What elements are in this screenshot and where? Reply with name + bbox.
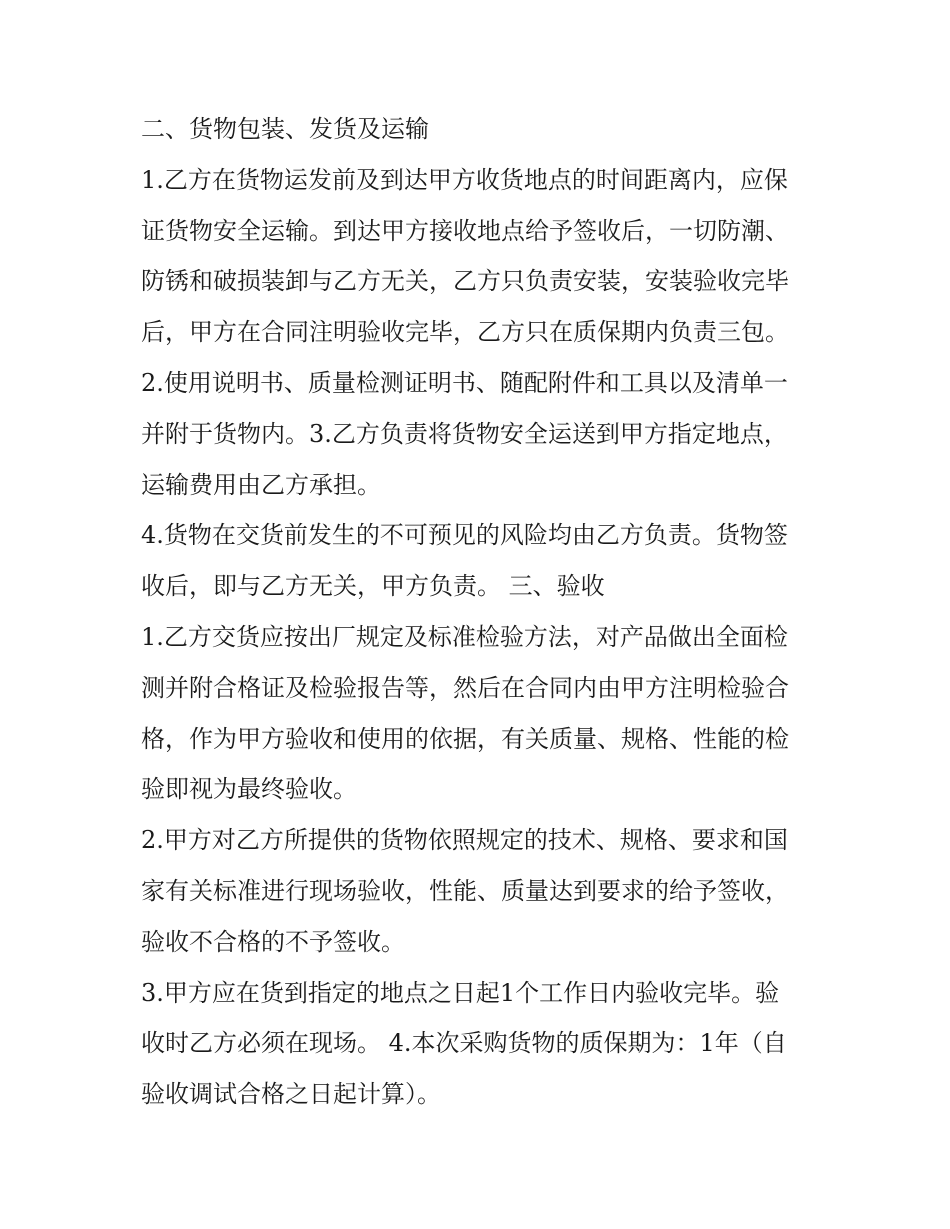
text-line: 验收调试合格之日起计算）。 [141, 1080, 441, 1109]
document-body [141, 104, 821, 1120]
text-line: 家有关标准进行现场验收，性能、质量达到要求的给予签收， [141, 876, 789, 905]
text-line: 3.甲方应在货到指定的地点之日起1个工作日内验收完毕。验 [141, 978, 780, 1007]
text-line: 4.货物在交货前发生的不可预见的风险均由乙方负责。货物签 [141, 521, 788, 550]
text-line: 1.乙方在货物运发前及到达甲方收货地点的时间距离内，应保 [141, 165, 788, 194]
section-heading-packaging: 二、货物包装、发货及运输 [141, 115, 429, 143]
text-line: 并附于货物内。3.乙方负责将货物安全运送到甲方指定地点， [141, 419, 788, 448]
text-line: 验收不合格的不予签收。 [141, 927, 405, 956]
text-line: 收后，即与乙方无关，甲方负责。 三、验收 [141, 572, 605, 601]
text-line: 1.乙方交货应按出厂规定及标准检验方法，对产品做出全面检 [141, 622, 788, 651]
text-line: 2.使用说明书、质量检测证明书、随配附件和工具以及清单一 [141, 368, 788, 397]
text-line: 防锈和破损装卸与乙方无关，乙方只负责安装，安装验收完毕 [141, 267, 789, 296]
text-line: 收时乙方必须在现场。 4.本次采购货物的质保期为：1年（自 [141, 1029, 787, 1058]
text-line: 运输费用由乙方承担。 [141, 470, 381, 499]
text-line: 证货物安全运输。到达甲方接收地点给予签收后，一切防潮、 [141, 216, 789, 245]
text-line: 测并附合格证及检验报告等，然后在合同内由甲方注明检验合 [141, 673, 789, 702]
text-line: 2.甲方对乙方所提供的货物依照规定的技术、规格、要求和国 [141, 826, 788, 855]
text-line: 验即视为最终验收。 [141, 775, 357, 804]
text-line: 后，甲方在合同注明验收完毕，乙方只在质保期内负责三包。 [141, 318, 789, 347]
text-line: 格，作为甲方验收和使用的依据，有关质量、规格、性能的检 [141, 724, 789, 753]
